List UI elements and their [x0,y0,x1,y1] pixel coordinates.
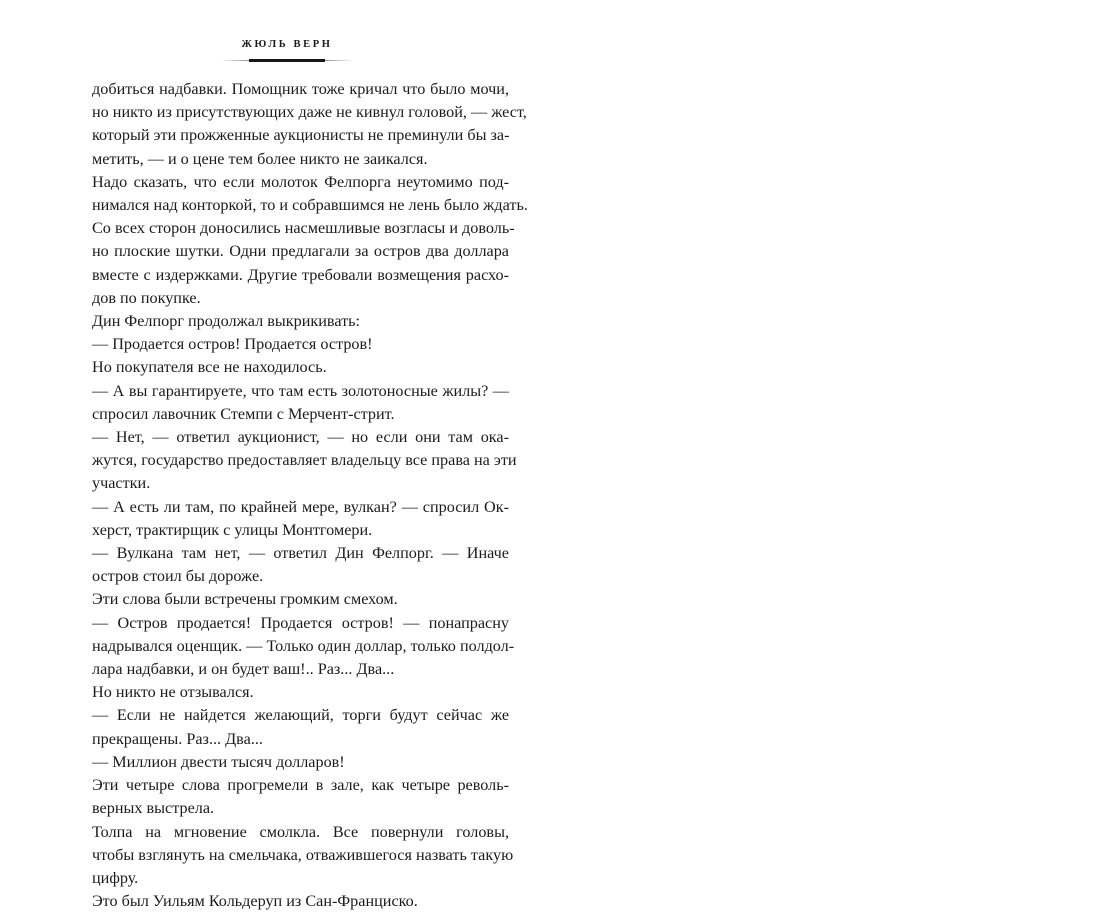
text-line: дов по покупке. [92,288,201,307]
paragraph [66,774,509,820]
paragraph [66,681,509,704]
paragraph [66,751,509,774]
text-line: Толпа на мгновение смолкла. Все повернули головы, [92,822,509,841]
text-line: Дин Фелпорг продолжал выкрикивать: [92,312,361,331]
text-line: Но покупателя все не находилось. [92,358,327,377]
text-line: — Если не найдется желающий, торги будут сейчас же [92,706,509,725]
text-line: но плоские шутки. Одни предлагали за остров два доллара [92,242,509,261]
paragraph [66,542,509,588]
text-line: Это был Уильям Кольдеруп из Сан-Франциско. [92,892,418,911]
paragraph [66,890,509,913]
text-line: Но никто не отзывался. [92,683,254,702]
running-head [66,40,508,63]
paragraph [66,612,515,682]
body-text-left-column [66,78,528,913]
paragraph [66,496,509,542]
paragraph [66,171,528,310]
text-line: — А вы гарантируете, что там есть золотоносные жилы? — [92,381,509,400]
text-line: — Миллион двести тысяч долларов! [92,752,345,771]
text-line: верных выстрела. [92,799,215,818]
text-line: жутся, государство предоставляет владельцу все права на эти [92,451,517,470]
text-line: — А есть ли там, по крайней мере, вулкан? — спросил Ок- [92,497,509,516]
text-line: — Вулкана там нет, — ответил Дин Фелпорг. — Иначе [92,544,509,563]
paragraph [66,380,509,426]
text-line: надрывался оценщик. — Только один доллар, только полдол- [92,636,515,655]
text-line: — Нет, — ответил аукционист, — но если они там ока- [92,428,509,447]
text-line: цифру. [92,868,139,887]
text-line: но никто из присутствующих даже не кивнул головой, — жест, [92,103,527,122]
text-line: который эти прожженные аукционисты не преминули бы за- [92,126,510,145]
paragraph [66,704,509,750]
paragraph [66,333,509,356]
paragraph [66,426,517,496]
text-line: чтобы взглянуть на смельчака, отважившегося назвать такую [92,845,514,864]
paragraph [66,356,509,379]
ornamental-rule-icon [223,58,351,63]
paragraph [66,588,509,611]
text-line: Эти четыре слова прогремели в зале, как четыре револь- [92,776,509,795]
text-line: метить, — и о цене тем более никто не заикался. [92,149,428,168]
text-line: Со всех сторон доносились насмешливые возгласы и доволь- [92,219,515,238]
verso-page [0,0,550,911]
paragraph [66,78,527,171]
text-line: лара надбавки, и он будет ваш!.. Раз... Два... [92,660,395,679]
text-line: Эти слова были встречены громким смехом. [92,590,398,609]
text-line: — Продается остров! Продается остров! [92,335,373,354]
paragraph [66,821,514,891]
recto-page [550,0,1100,825]
text-line: прекращены. Раз... Два... [92,729,263,748]
text-line: Надо сказать, что если молоток Фелпорга неутомимо под- [92,172,509,191]
text-line: херст, трактирщик с улицы Монтгомери. [92,520,373,539]
text-line: участки. [92,474,151,493]
text-line: — Остров продается! Продается остров! — понапрасну [92,613,509,632]
text-line: спросил лавочник Стемпи с Мерчент-стрит. [92,404,395,423]
text-line: нимался над конторкой, то и собравшимся не лень было ждать. [92,196,528,215]
text-line: остров стоил бы дороже. [92,567,264,586]
paragraph [66,310,509,333]
text-line: добиться надбавки. Помощник тоже кричал что было мочи, [92,80,509,98]
running-head-text: ЖЮЛЬ ВЕРН [241,39,333,50]
text-line: вместе с издержками. Другие требовали возмещения расхо- [92,265,509,284]
